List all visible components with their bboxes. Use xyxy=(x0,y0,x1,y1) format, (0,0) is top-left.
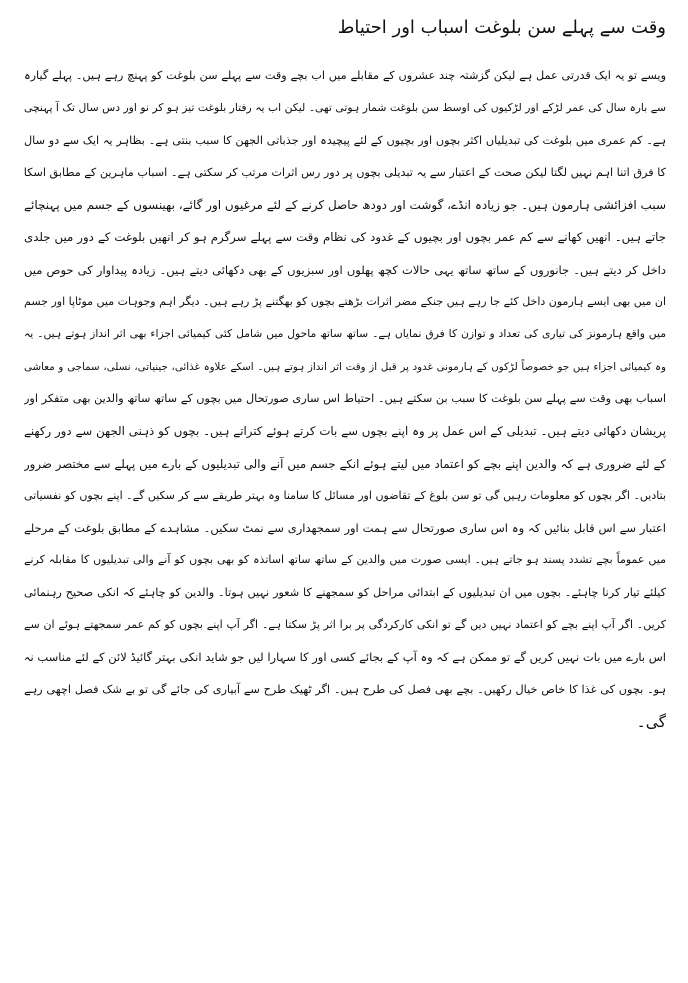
body-line: ان میں بھی ایسے ہارمون داخل کئے جا رہے ہیں جنکے مضر اثرات بڑھتے بچوں کو بھگتنے پڑ رہے ہیں۔ دیگر اہم وجوہات میں موٹاپا اور جسم xyxy=(24,295,666,309)
body-line: جاتے ہیں۔ انھیں کھانے سے کم عمر بچوں اور بچیوں کے غدود کی نظام وقت سے پہلے سرگرم ہو کر انھیں بلوغت کے دور میں جلدی xyxy=(24,230,666,245)
body-line: سبب افزائشی ہارمون ہیں۔ جو زیادہ انڈے، گوشت اور دودھ حاصل کرنے کے لئے مرغیوں اور گائے، بھینسوں کے جسم میں پہنچائے xyxy=(24,198,666,213)
body-line: ہو۔ بچوں کی غذا کا خاص خیال رکھیں۔ بچے بھی فصل کی طرح ہیں۔ اگر ٹھیک طرح سے آبیاری کی جائے گی تو بے شک فصل اچھی رہے xyxy=(24,682,666,696)
body-line: کا فرق اتنا اہم نہیں لگتا لیکن صحت کے اعتبار سے یہ تبدیلی بچوں پر دور رس اثرات مرتب کر سکتی ہے۔ اسباب ماہرین کے مطابق اسکا xyxy=(24,165,666,179)
body-line: کریں۔ اگر آپ اپنے بچے کو اعتماد نہیں دیں گے تو انکی کارکردگی پر برا اثر پڑ سکتا ہے۔ اگر آپ اپنے بچوں کو کم عمر سمجھتے ہوئے ان سے xyxy=(24,618,666,632)
body-line: سے بارہ سال کی عمر لڑکے اور لڑکیوں کی اوسط سن بلوغت شمار ہوتی تھی۔ لیکن اب یہ رفتار بلوغت تیز ہو کر نو اور دس سال تک آ پہنچی xyxy=(24,101,666,115)
body-line: بتادیں۔ اگر بچوں کو معلومات رہیں گی تو سن بلوغ کے تقاضوں اور مسائل کا سامنا وہ بہتر طریقے سے کر سکیں گے۔ اپنے بچوں کو نفسیاتی xyxy=(24,488,666,502)
body-line: پریشان دکھائی دیتے ہیں۔ تبدیلی کے اس عمل پر وہ اپنے بچوں سے بات کرتے ہوئے کتراتے ہیں۔ بچوں کو ذہنی الجھن سے دور رکھنے xyxy=(24,424,666,439)
body-line: میں واقع ہارمونز کی تیاری کی تعداد و توازن کا فرق نمایاں ہے۔ ساتھ ساتھ ماحول میں شامل کئی کیمیائی اجزاء بھی اثر انداز ہوتے ہیں۔ یہ xyxy=(24,327,666,341)
body-line: میں عموماً بچے تشدد پسند ہو جاتے ہیں۔ ایسی صورت میں والدین کے ساتھ ساتھ اساتذہ کو بھی بچوں کو آنے والی تبدیلیوں کا مقابلہ کرنے xyxy=(24,553,666,567)
body-line: کے لئے ضروری ہے کہ والدین اپنے بچے کو اعتماد میں لیتے ہوئے انکے جسم میں آنے والی تبدیلیوں کے بارے میں پہلے سے مختصر ضرور xyxy=(24,456,666,471)
body-line: اسباب بھی وقت سے پہلے سن بلوغت کا سبب بن سکتے ہیں۔ احتیاط اس ساری صورتحال میں بچوں کے ساتھ ساتھ والدین بھی متفکر اور xyxy=(24,391,666,405)
body-line: وہ کیمیائی اجزاء ہیں جو خصوصاً لڑکوں کے ہارمونی غدود پر قبل از وقت اثر انداز ہوتے ہیں۔ اسکے علاوہ غذائی، جینیاتی، نسلی، سماجی و معاشی xyxy=(24,360,666,373)
body-line: کیلئے تیار کرنا چاہئے۔ بچوں میں ان تبدیلیوں کے ابتدائی مراحل کو سمجھنے کا شعور نہیں ہوتا۔ والدین کو چاہئے کہ انکی صحیح رہنمائی xyxy=(24,585,666,599)
body-line: داخل کر دیتے ہیں۔ جانوروں کے ساتھ ساتھ یہی حالات کچھ پھلوں اور سبزیوں کے بھی دکھائی دیتے ہیں۔ زیادہ پیداوار کی حوص میں xyxy=(24,262,666,277)
body-line: اس بارے میں بات نہیں کریں گے تو ممکن ہے کہ وہ آپ کے بجائے کسی اور کا سہارا لیں جو شاید انکی بہتر گائیڈ لائن کے لئے مناسب نہ xyxy=(24,650,666,665)
body-line: ہے۔ کم عمری میں بلوغت کی تبدیلیاں اکثر بچوں اور بچیوں کے لئے پیچیدہ اور جذباتی الجھن کا سبب بنتی ہے۔ بظاہر یہ ایک سے دو سال xyxy=(24,133,666,147)
body-line-final: گی۔ xyxy=(636,712,666,731)
article-body xyxy=(24,60,666,738)
article-title: وقت سے پہلے سن بلوغت اسباب اور احتیاط xyxy=(337,17,666,38)
body-line: اعتبار سے اس قابل بنائیں کہ وہ اس ساری صورتحال سے ہمت اور سمجھداری سے نمٹ سکیں۔ مشاہدے کے مطابق بلوغت کے مرحلے xyxy=(24,521,666,536)
body-line: ویسے تو یہ ایک قدرتی عمل ہے لیکن گزشتہ چند عشروں کے مقابلے میں اب بچے وقت سے پہلے سن بلوغت کو پہنچ رہے ہیں۔ پہلے گیارہ xyxy=(24,69,666,82)
